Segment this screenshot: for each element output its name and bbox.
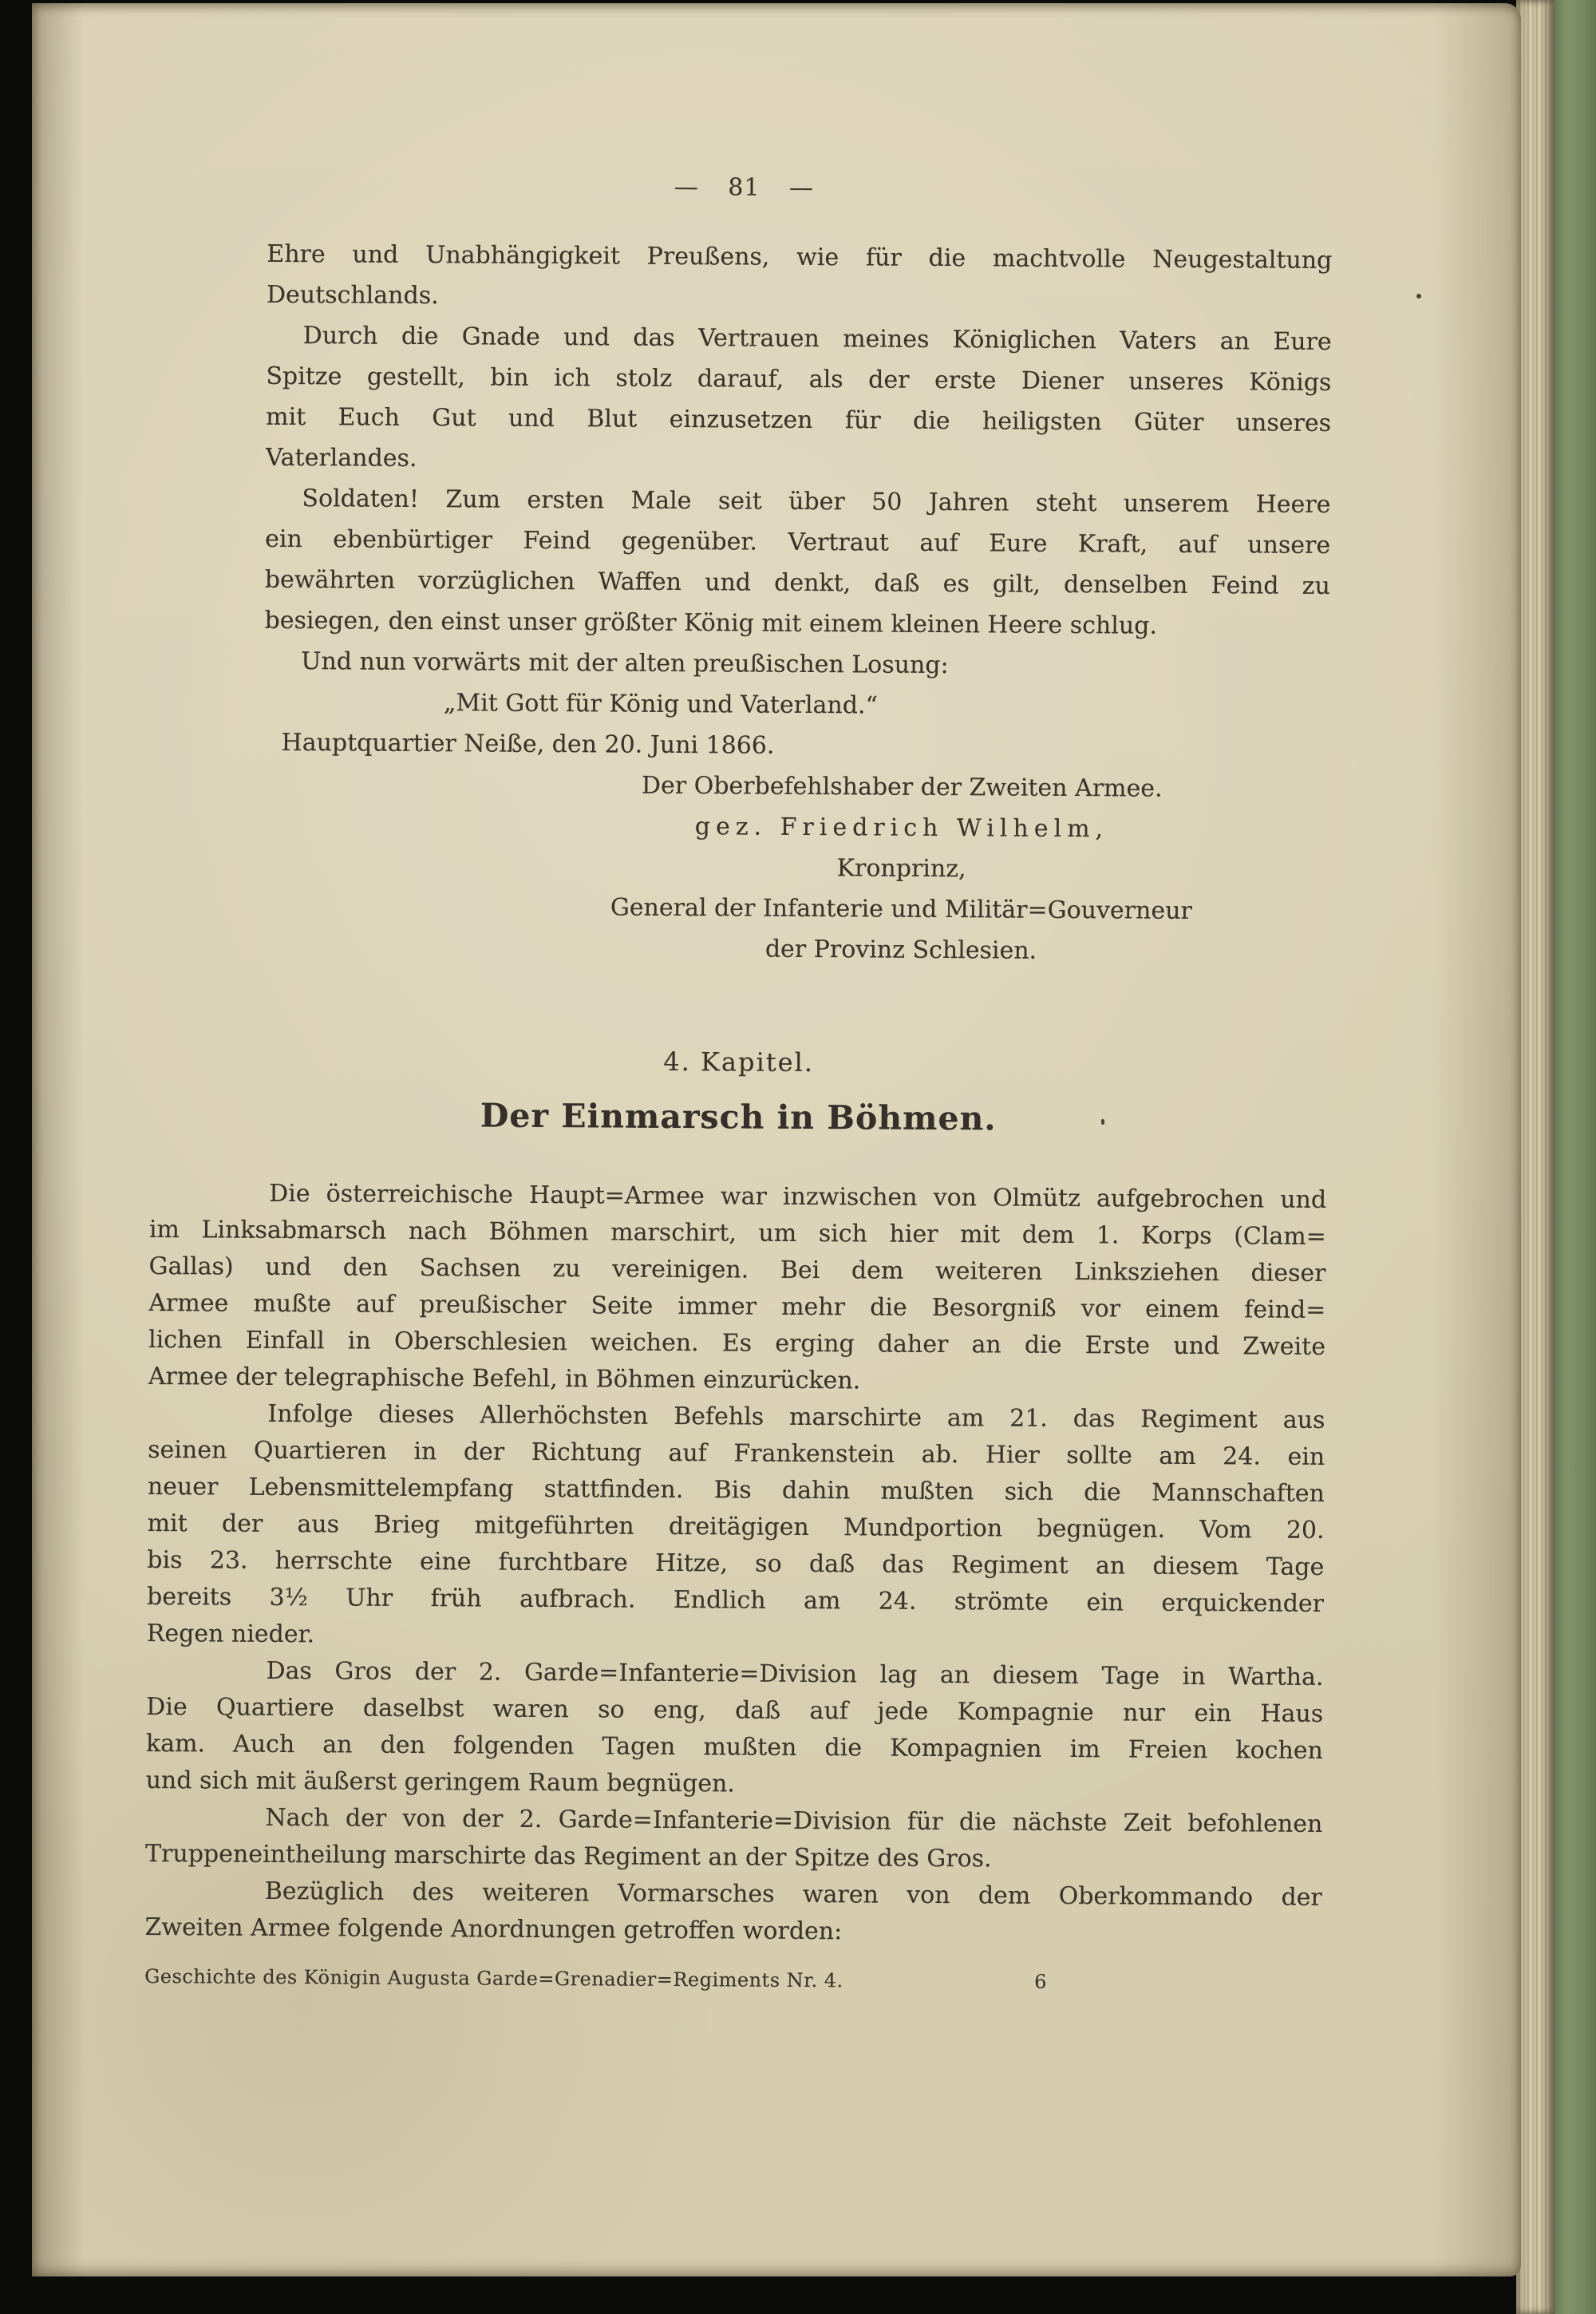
paragraph [144, 1873, 1322, 1953]
text-line: im Linksabmarsch nach Böhmen marschirt, um sich hier mit dem 1. Korps (Clam= [148, 1215, 1326, 1251]
paragraph [145, 1799, 1323, 1880]
sheet-signature-mark: 6 [1034, 1970, 1048, 1993]
paragraph [267, 234, 1333, 322]
paragraph [146, 1652, 1324, 1806]
text-line: Vaterlandes. [265, 443, 417, 473]
text-line: mit Euch Gut und Blut einzusetzen für die heiligsten Güter unseres [265, 402, 1332, 438]
text-line: Bezüglich des weiteren Vormarsches waren von dem Oberkommando der [264, 1877, 1322, 1912]
text-line: seinen Quartieren in der Richtung auf Frankenstein ab. Hier sollte am 24. ein [148, 1435, 1325, 1471]
signature-line: Kronprinz, [836, 854, 966, 884]
text-line: Truppeneintheilung marschirte das Regiment an der Spitze des Gros. [145, 1839, 992, 1873]
signature-name: gez. Friedrich Wilhelm, [694, 813, 1109, 844]
signature-line: der Provinz Schlesien. [764, 935, 1037, 965]
text-line: Durch die Gnade und das Vertrauen meines Königlichen Vaters an Eure [302, 322, 1332, 357]
text-line: lichen Einfall in Oberschlesien weichen. Es erging daher an die Erste und Zweite [148, 1325, 1326, 1361]
text-line: Das Gros der 2. Garde=Infanterie=Division lag an diesem Tage in Wartha. [266, 1656, 1324, 1691]
signature-block [263, 763, 1329, 973]
text-line: Armee der telegraphische Befehl, in Böhmen einzurücken. [148, 1362, 861, 1395]
text-line: besiegen, den einst unser größter König mit einem kleinen Heere schlug. [264, 606, 1158, 640]
body-text [144, 1175, 1326, 1953]
book-cover-edge [1550, 0, 1596, 2314]
page-footer [144, 1964, 1321, 1996]
text-line: ein ebenbürtiger Feind gegenüber. Vertraut auf Eure Kraft, auf unsere [265, 524, 1331, 560]
text-line: Spitze gestellt, bin ich stolz darauf, als der erste Diener unseres Königs [266, 362, 1332, 398]
text-line: Armee mußte auf preußischer Seite immer mehr die Besorgniß vor einem feind= [148, 1288, 1326, 1324]
text-line: Infolge dieses Allerhöchsten Befehls marschirte am 21. das Regiment aus [267, 1399, 1325, 1434]
chapter-number: 4. Kapitel. [663, 1046, 815, 1078]
stacked-page-edges [1516, 0, 1555, 2314]
text-line: Soldaten! Zum ersten Male seit über 50 Jahren steht unserem Heere [302, 485, 1331, 520]
text-line: bewährten vorzüglichen Waffen und denkt, daß es gilt, denselben Feind zu [264, 565, 1330, 601]
text-line: bis 23. herrschte eine furchtbare Hitze, so daß das Regiment an diesem Tage [147, 1545, 1325, 1581]
text-line: mit der aus Brieg mitgeführten dreitägigen Mundportion begnügen. Vom 20. [147, 1509, 1325, 1545]
text-line: neuer Lebensmittelempfang stattfinden. Bis dahin mußten sich die Mannschaften [147, 1472, 1325, 1508]
text-line: Die Quartiere daselbst waren so eng, daß auf jede Kompagnie nur ein Haus [146, 1692, 1324, 1728]
text-line: Regen nieder. [146, 1619, 315, 1649]
paragraph [264, 478, 1330, 647]
page-content [144, 169, 1333, 1996]
text-line: Gallas) und den Sachsen zu vereinigen. Bei dem weiteren Linksziehen dieser [148, 1252, 1326, 1288]
paragraph [148, 1175, 1327, 1402]
signature-line: Der Oberbefehlshaber der Zweiten Armee. [641, 771, 1163, 803]
text-line: und sich mit äußerst geringem Raum begnügen. [145, 1766, 736, 1798]
page-number: — 81 — [674, 172, 815, 203]
paragraph [147, 1395, 1325, 1659]
page-paper [32, 3, 1521, 2276]
text-line: Deutschlands. [266, 280, 439, 311]
text-line: bereits 3½ Uhr früh aufbrach. Endlich am 24. strömte ein erquickender [146, 1582, 1325, 1618]
chapter-heading [150, 1041, 1328, 1142]
scan-speck [1416, 294, 1421, 299]
text-line: Nach der von der 2. Garde=Infanterie=Division für die nächste Zeit befohlenen [265, 1803, 1323, 1838]
text-line: Ehre und Unabhängigkeit Preußens, wie für die machtvolle Neugestaltung [267, 239, 1333, 275]
dateline: Hauptquartier Neiße, den 20. Juni 1866. [281, 728, 775, 760]
paragraph [266, 315, 1332, 485]
signature-line: General der Infanterie und Militär=Gouverneur [610, 893, 1192, 925]
text-line: Und nun vorwärts mit der alten preußischen Losung: [301, 647, 949, 680]
text-line: Zweiten Armee folgende Anordnungen getroffen worden: [144, 1913, 843, 1946]
chapter-title: Der Einmarsch in Böhmen. [480, 1096, 997, 1138]
proclamation-quote [151, 233, 1333, 973]
paragraph [264, 641, 1329, 688]
footer-title: Geschichte des Königin Augusta Garde=Grenadier=Regiments Nr. 4. [144, 1964, 843, 1992]
text-line: Die österreichische Haupt=Armee war inzwischen von Olmütz aufgebrochen und [269, 1179, 1327, 1214]
slogan-line: „Mit Gott für König und Vaterland.“ [443, 689, 878, 720]
text-line: kam. Auch an den folgenden Tagen mußten die Kompagnien im Freien kochen [145, 1729, 1324, 1765]
